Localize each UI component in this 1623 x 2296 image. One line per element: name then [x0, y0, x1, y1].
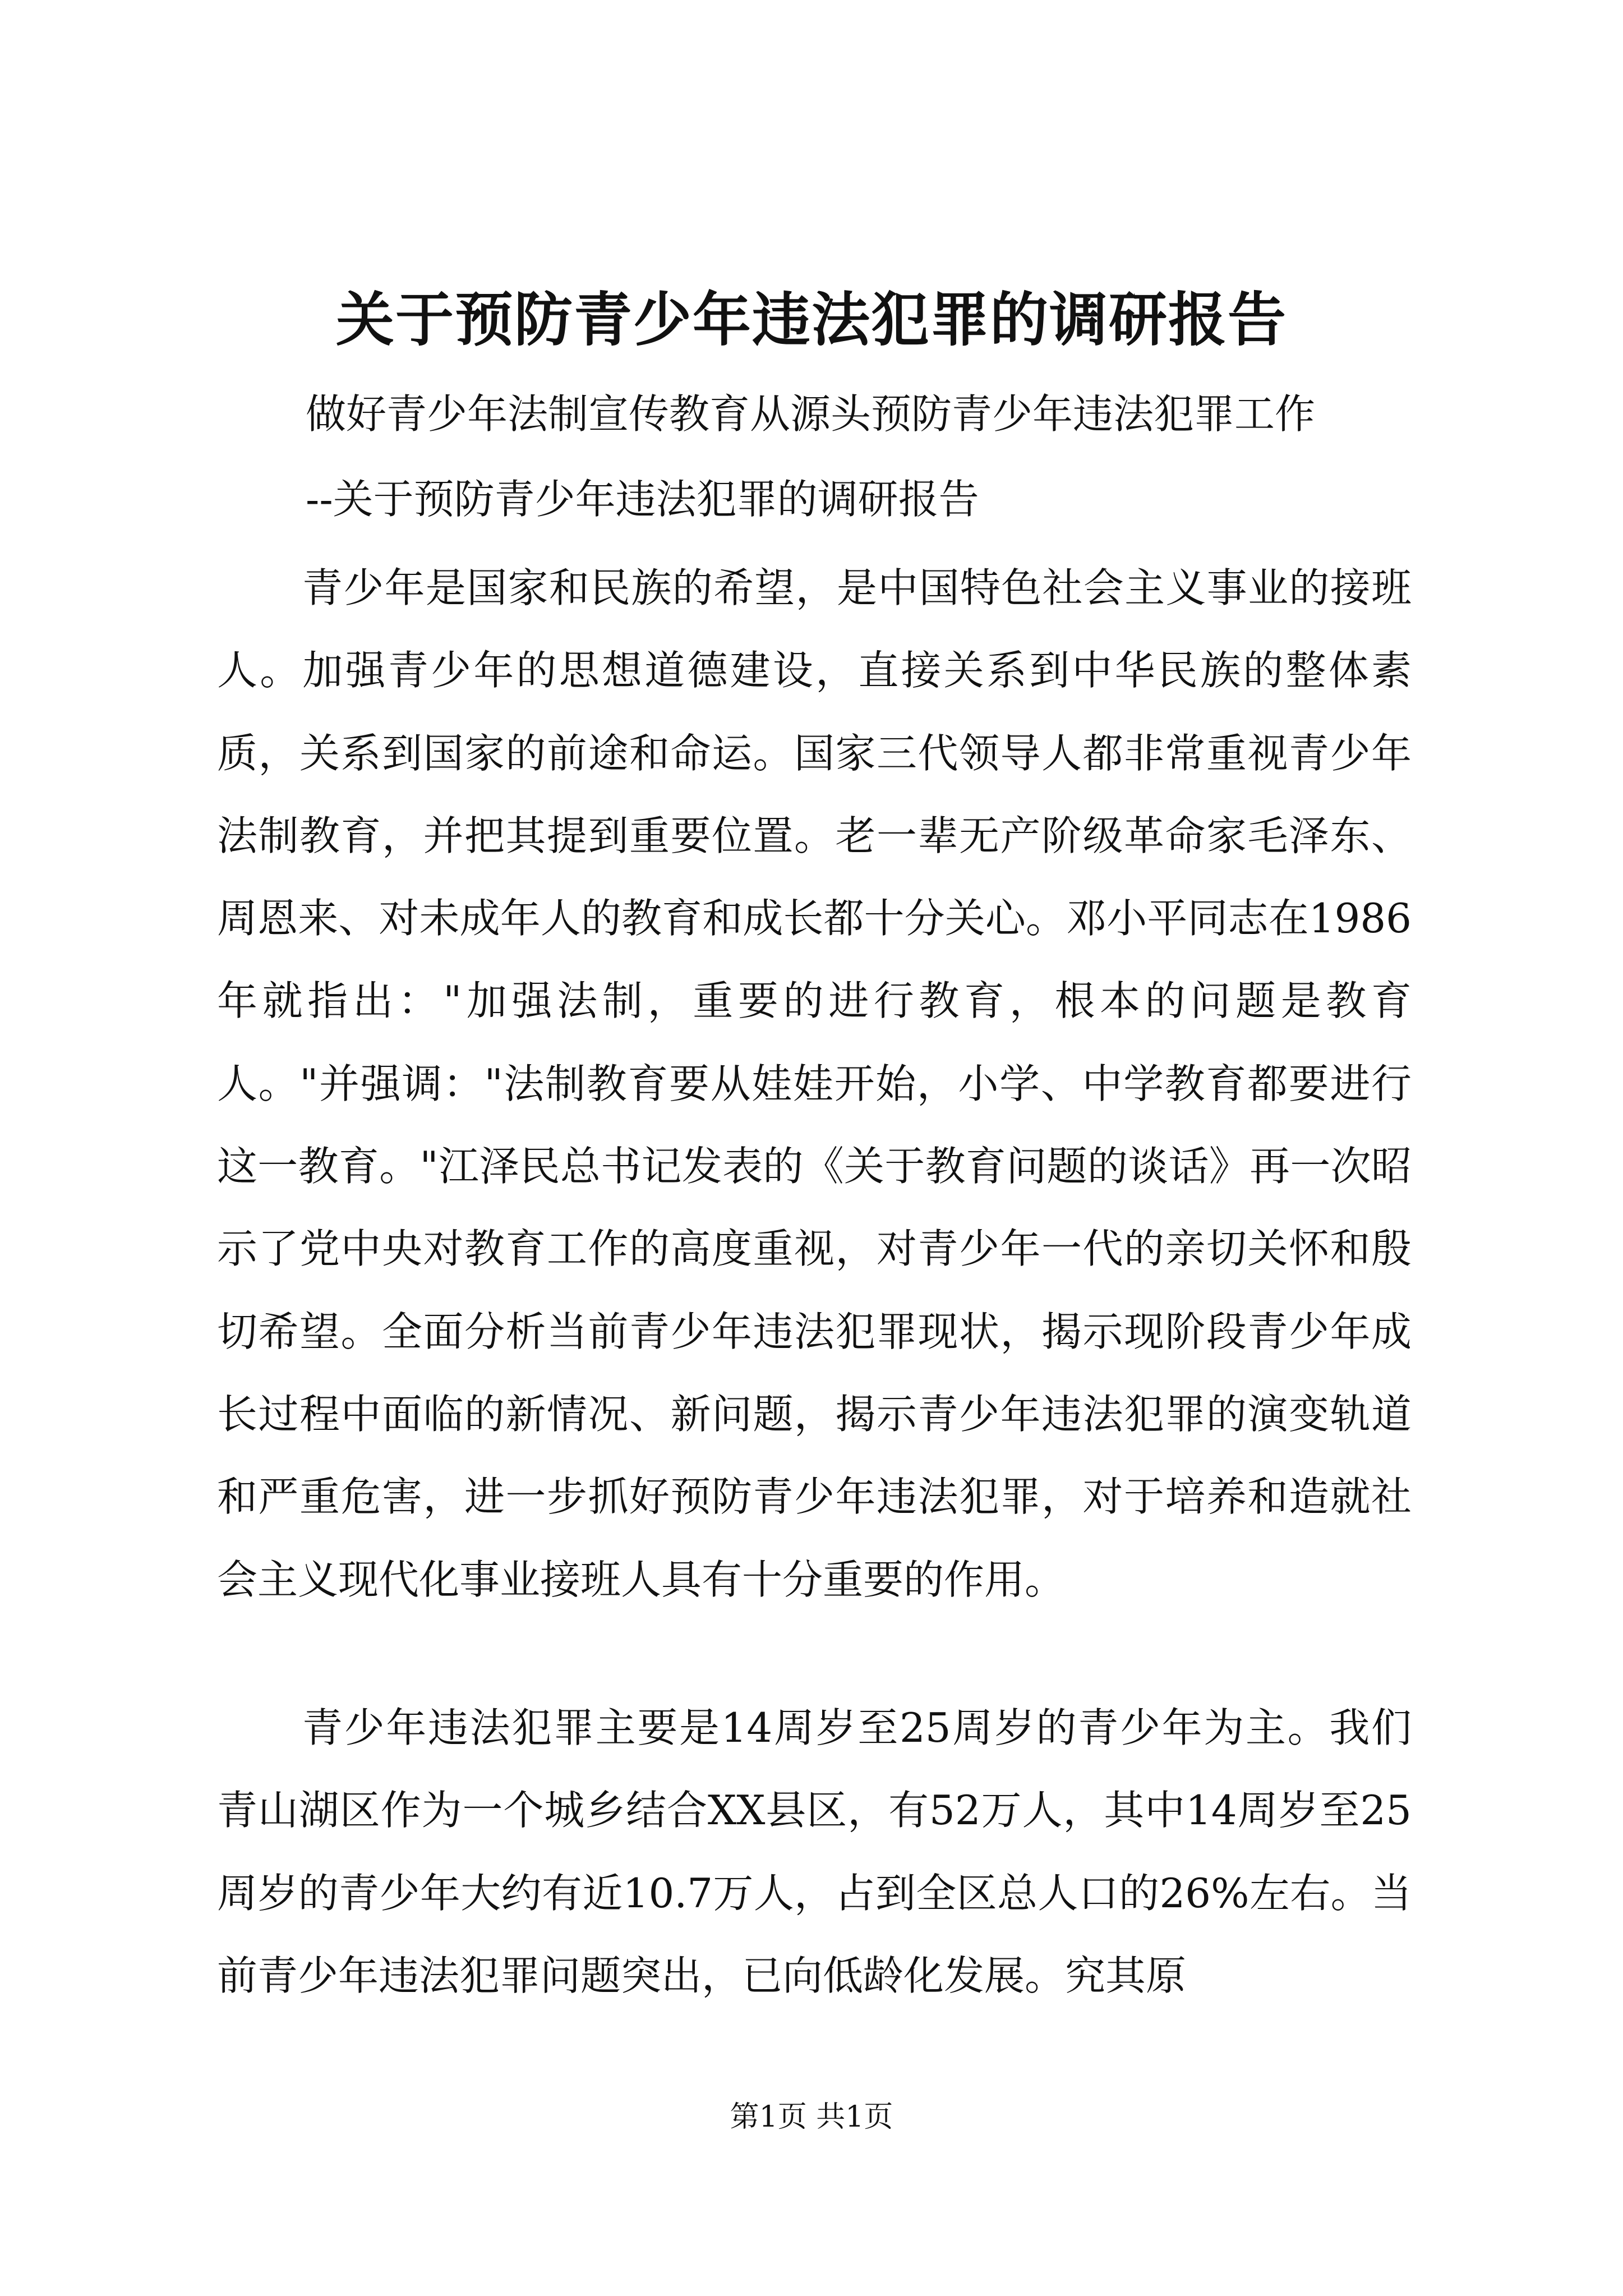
body-paragraph-1: 青少年是国家和民族的希望，是中国特色社会主义事业的接班人。加强青少年的思想道德建设，直接关系到中华民族的整体素质，关系到国家的前途和命运。国家三代领导人都非常重视青少年法制教育，并把其提到重要位置。老一辈无产阶级革命家毛泽东、周恩来、对未成年人的教育和成长都十分关心。邓小平同志在1986年就指出："加强法制，重要的进行教育，根本的问题是教育人。"并强调："法制教育要从娃娃开始，小学、中学教育都要进行这一教育。"江泽民总书记发表的《关于教育问题的谈话》再一次昭示了党中央对教育工作的高度重视，对青少年一代的亲切关怀和殷切希望。全面分析当前青少年违法犯罪现状，揭示现阶段青少年成长过程中面临的新情况、新问题，揭示青少年违法犯罪的演变轨道和严重危害，进一步抓好预防青少年违法犯罪，对于培养和造就社会主义现代化事业接班人具有十分重要的作用。: [217, 564, 1412, 1603]
body-paragraph-2: 青少年违法犯罪主要是14周岁至25周岁的青少年为主。我们青山湖区作为一个城乡结合XX县区，有52万人，其中14周岁至25周岁的青少年大约有近10.7万人，占到全区总人口的26%左右。当前青少年违法犯罪问题突出，已向低龄化发展。究其原: [217, 1704, 1412, 1999]
document-subtitle-line-1: 做好青少年法制宣传教育从源头预防青少年违法犯罪工作: [306, 390, 1316, 438]
document-subtitle-line-2: --关于预防青少年违法犯罪的调研报告: [306, 476, 979, 523]
document-title: 关于预防青少年违法犯罪的调研报告: [335, 285, 1287, 354]
page-footer: 第1页 共1页: [730, 2100, 893, 2134]
